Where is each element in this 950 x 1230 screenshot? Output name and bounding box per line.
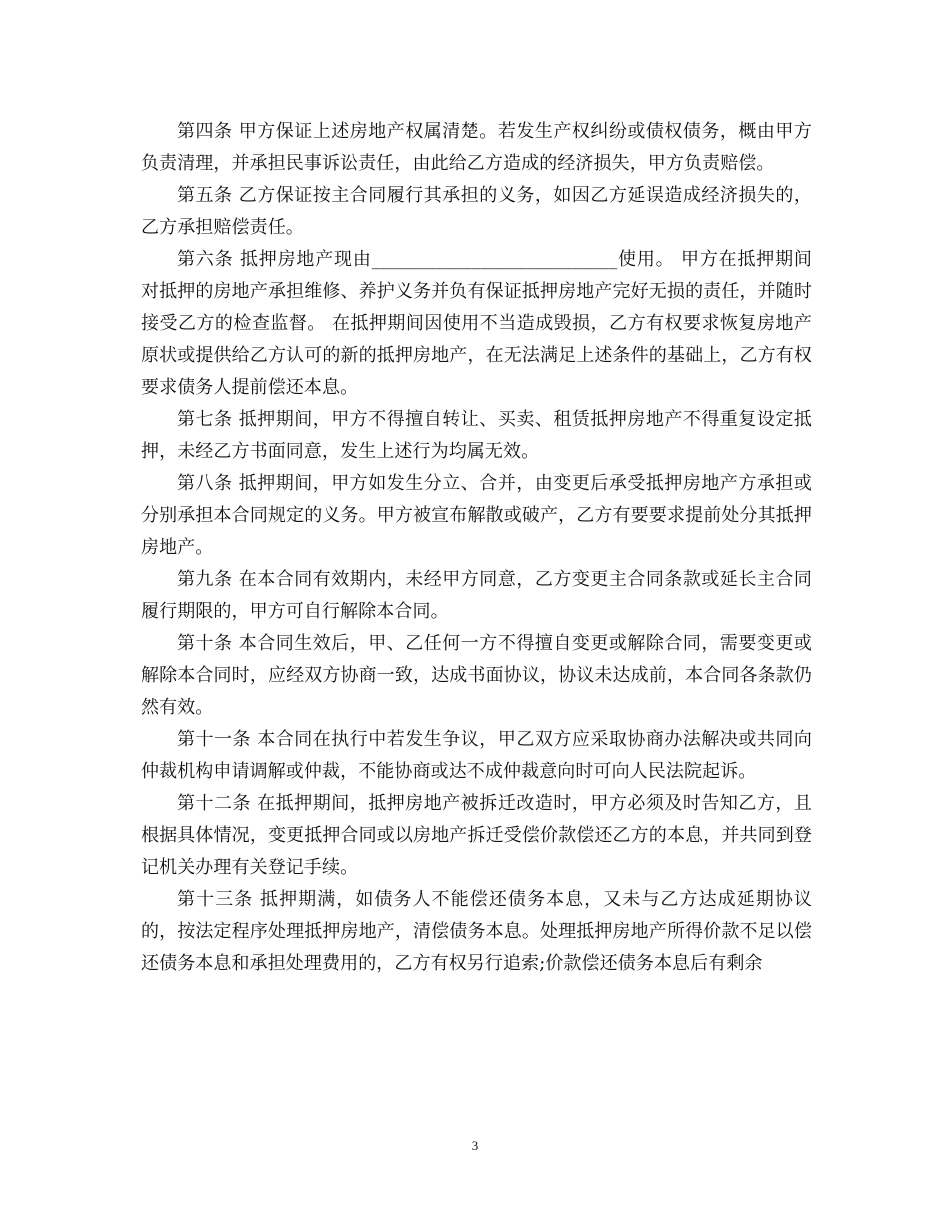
page-number: 3 <box>471 1138 479 1153</box>
clause-4: 第四条 甲方保证上述房地产权属清楚。若发生产权纠纷或债权债务，概由甲方负责清理，并承担民事诉讼责任，由此给乙方造成的经济损失，甲方负责赔偿。 <box>141 121 812 174</box>
clause-8: 第八条 抵押期间，甲方如发生分立、合并，由变更后承受抵押房地产方承担或分别承担本合同规定的义务。甲方被宣布解散或破产，乙方有要要求提前处分其抵押房地产。 <box>141 473 812 558</box>
clause-10: 第十条 本合同生效后，甲、乙任何一方不得擅自变更或解除合同，需要变更或解除本合同时，应经双方协商一致，达成书面协议，协议未达成前，本合同各条款仍然有效。 <box>141 633 812 718</box>
clause-9: 第九条 在本合同有效期内，未经甲方同意，乙方变更主合同条款或延长主合同履行期限的，甲方可自行解除本合同。 <box>141 569 812 622</box>
clause-11: 第十一条 本合同在执行中若发生争议，甲乙双方应采取协商办法解决或共同向仲裁机构申请调解或仲裁，不能协商或达不成仲裁意向时可向人民法院起诉。 <box>141 729 812 782</box>
clause-13: 第十三条 抵押期满，如债务人不能偿还债务本息，又未与乙方达成延期协议的，按法定程序处理抵押房地产，清偿债务本息。处理抵押房地产所得价款不足以偿还债务本息和承担处理费用的，乙方有权另行追索;价款偿还债务本息后有剩余 <box>141 889 812 974</box>
document-body <box>141 116 812 980</box>
clause-6: 第六条 抵押房地产现由___________________________使用。 甲方在抵押期间对抵押的房地产承担维修、养护义务并负有保证抵押房地产完好无损的责任，并随时接受乙方的检查监督。 在抵押期间因使用不当造成毁损，乙方有权要求恢复房地产原状或提供给乙方认可的新的抵押房地产，在无法满足上述条件的基础上，乙方有权要求债务人提前偿还本息。 <box>141 249 812 398</box>
clause-12: 第十二条 在抵押期间，抵押房地产被拆迁改造时，甲方必须及时告知乙方，且根据具体情况，变更抵押合同或以房地产拆迁受偿价款偿还乙方的本息，并共同到登记机关办理有关登记手续。 <box>141 793 812 878</box>
clause-7: 第七条 抵押期间，甲方不得擅自转让、买卖、租赁抵押房地产不得重复设定抵押，未经乙方书面同意，发生上述行为均属无效。 <box>141 409 812 462</box>
clause-5: 第五条 乙方保证按主合同履行其承担的义务，如因乙方延误造成经济损失的，乙方承担赔偿责任。 <box>141 185 812 238</box>
